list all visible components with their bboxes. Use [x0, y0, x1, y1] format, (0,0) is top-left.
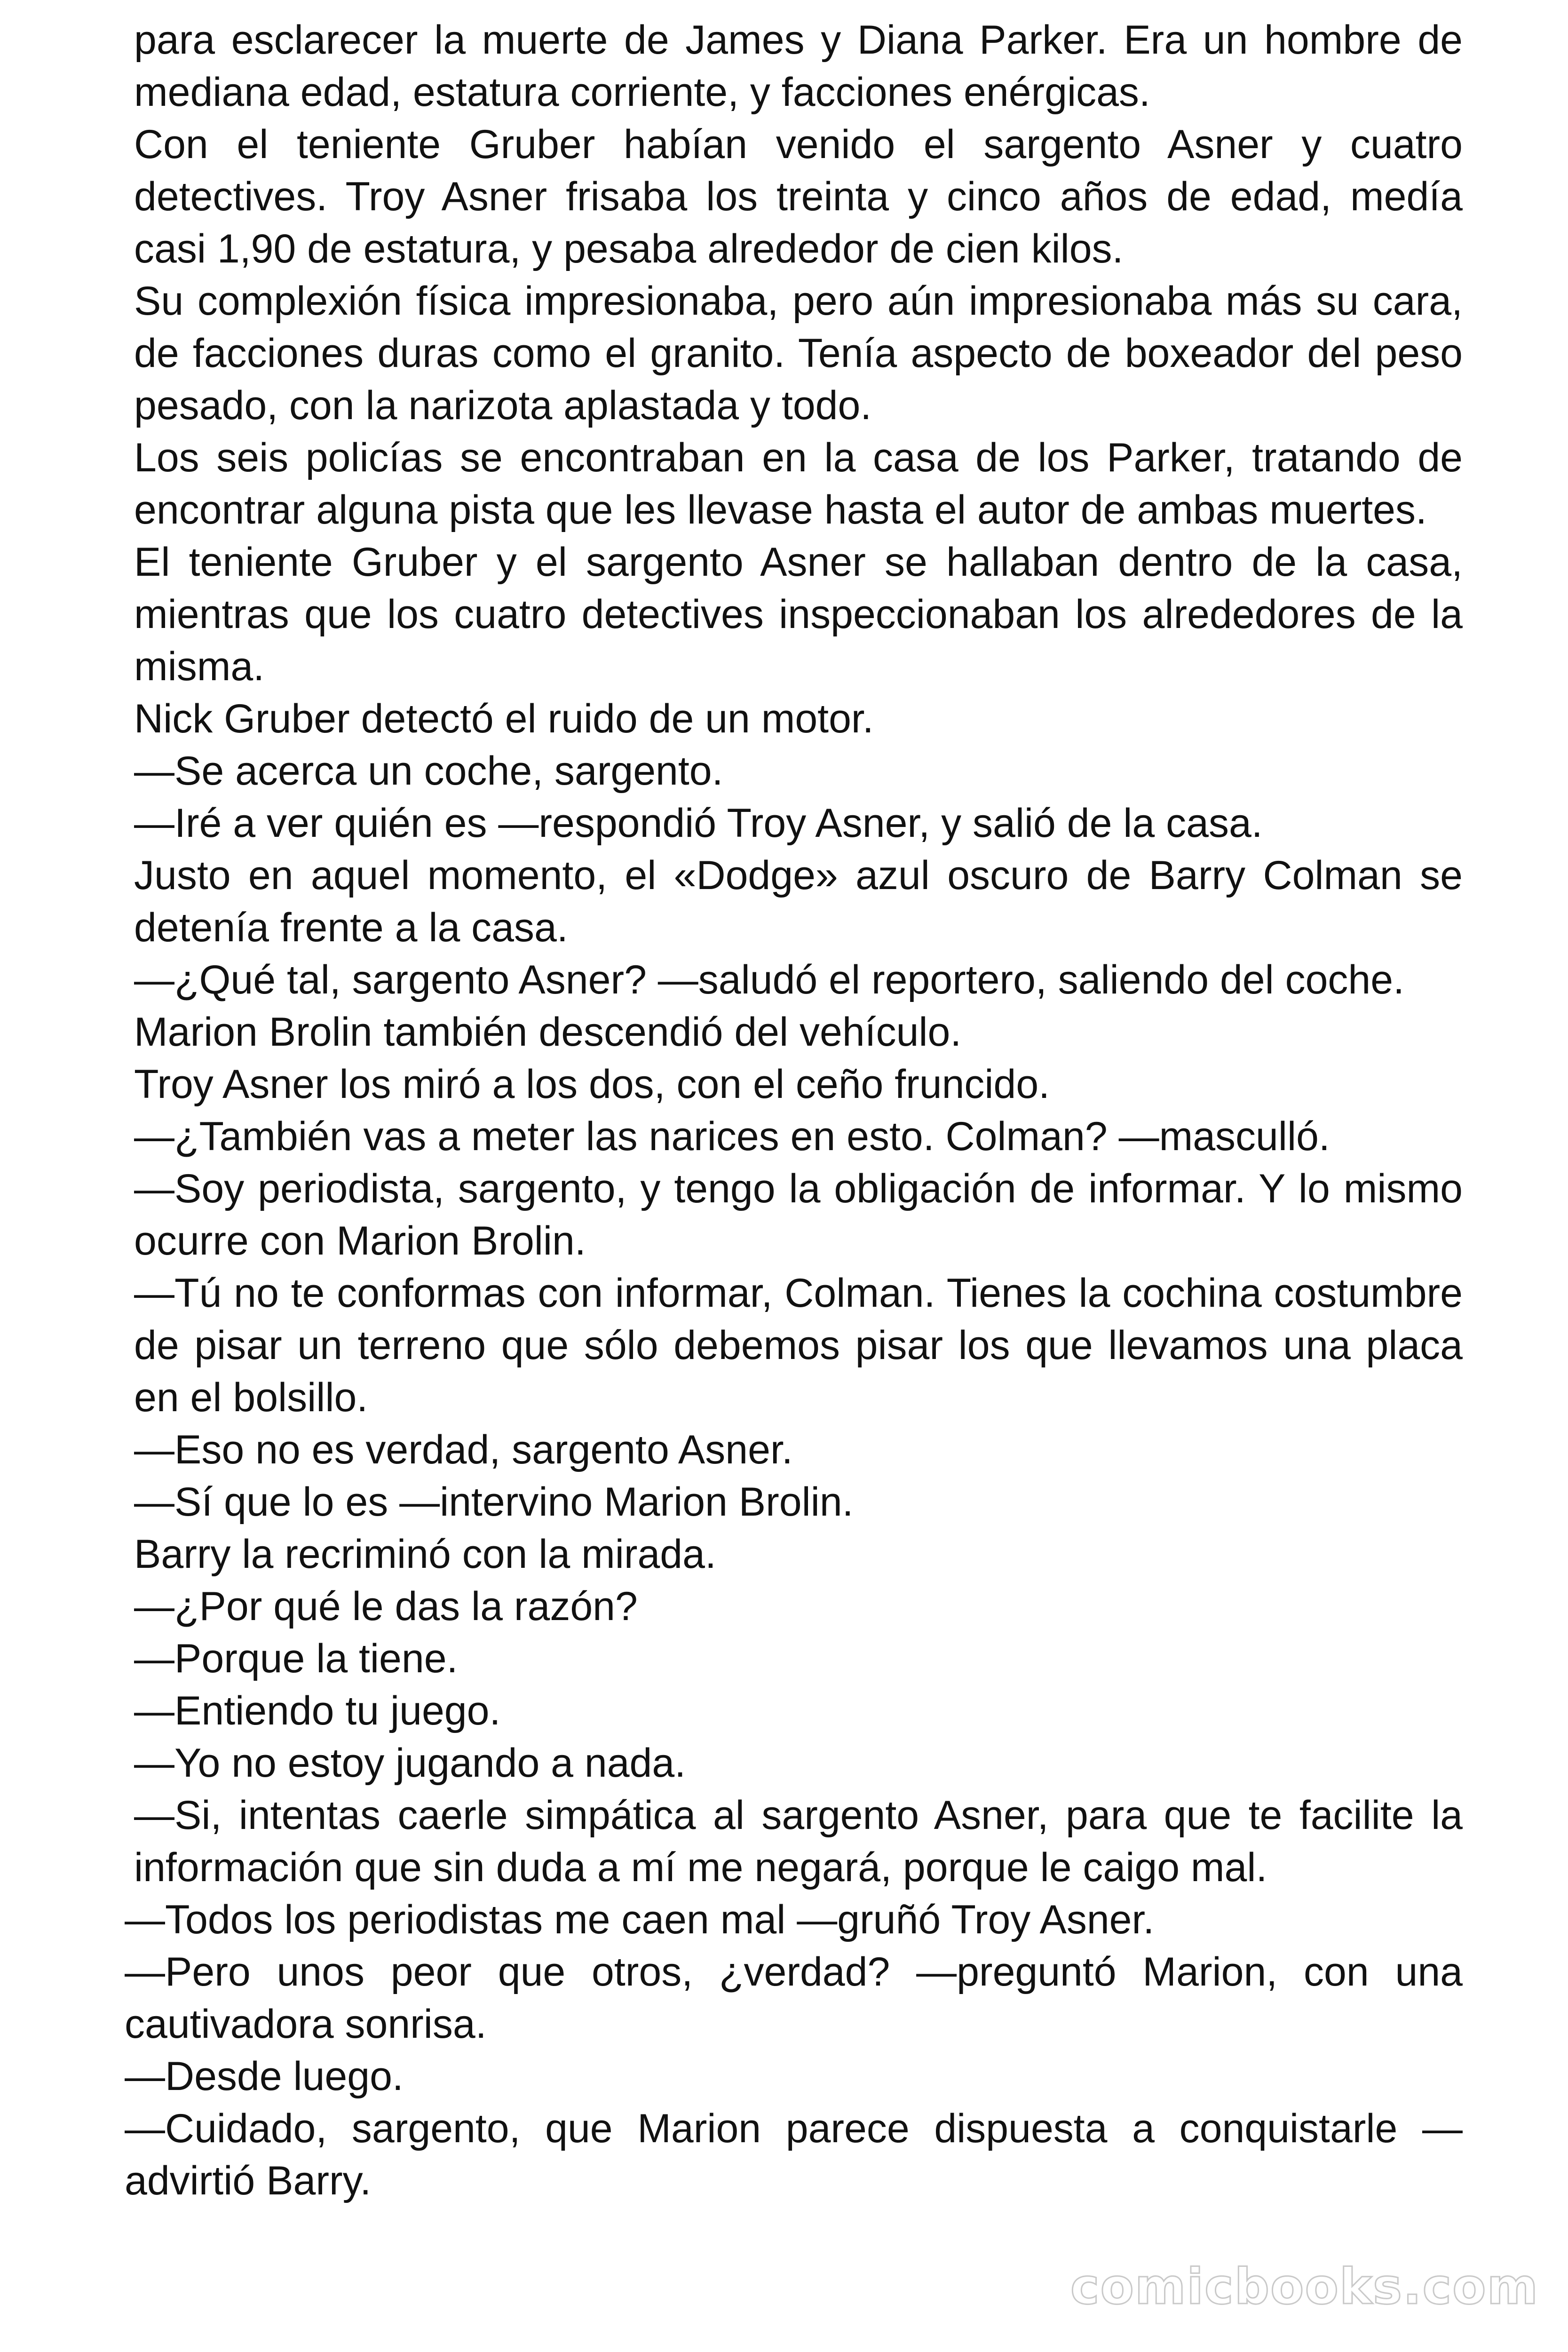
dialogue-line: —Pero unos peor que otros, ¿verdad? —preguntó Marion, con una cautivadora sonrisa.	[125, 1949, 1463, 2047]
paragraph: Barry la recriminó con la mirada.	[134, 1532, 716, 1577]
dialogue-line: —Eso no es verdad, sargento Asner.	[134, 1427, 793, 1472]
dialogue-line: —Iré a ver quién es —respondió Troy Asner, y salió de la casa.	[134, 801, 1263, 846]
dialogue-line: —Entiendo tu juego.	[134, 1688, 501, 1733]
dialogue-line: —Desde luego.	[125, 2054, 404, 2099]
dialogue-line: —Todos los periodistas me caen mal —gruñó Troy Asner.	[125, 1897, 1155, 1942]
paragraph: Nick Gruber detectó el ruido de un motor.	[134, 696, 874, 741]
paragraph: El teniente Gruber y el sargento Asner se hallaban dentro de la casa, mientras que los cuatro detectives inspeccionaban los alrededores de la misma.	[134, 540, 1463, 689]
paragraph: Troy Asner los miró a los dos, con el ceño fruncido.	[134, 1062, 1050, 1107]
dialogue-line: —Cuidado, sargento, que Marion parece dispuesta a conquistarle —advirtió Barry.	[125, 2106, 1463, 2203]
dialogue-line: —Porque la tiene.	[134, 1636, 458, 1681]
dialogue-line: —Tú no te conformas con informar, Colman. Tienes la cochina costumbre de pisar un terreno que sólo debemos pisar los que llevamos una placa en el bolsillo.	[134, 1271, 1463, 1420]
dialogue-line: —Se acerca un coche, sargento.	[134, 748, 723, 794]
dialogue-line: —¿Por qué le das la razón?	[134, 1584, 638, 1629]
paragraph: Marion Brolin también descendió del vehículo.	[134, 1009, 962, 1055]
dialogue-line: —¿También vas a meter las narices en esto. Colman? —masculló.	[134, 1114, 1330, 1159]
paragraph: Justo en aquel momento, el «Dodge» azul oscuro de Barry Colman se detenía frente a la casa.	[134, 853, 1463, 950]
dialogue-line: —Sí que lo es —intervino Marion Brolin.	[134, 1479, 854, 1525]
dialogue-line: —¿Qué tal, sargento Asner? —saludó el reportero, saliendo del coche.	[134, 957, 1404, 1002]
paragraph: para esclarecer la muerte de James y Diana Parker. Era un hombre de mediana edad, estatura corriente, y facciones enérgicas.	[134, 17, 1463, 115]
watermark: comicbooks.com	[1070, 2258, 1539, 2315]
dialogue-line: —Si, intentas caerle simpática al sargento Asner, para que te facilite la información que sin duda a mí me negará, porque le caigo mal.	[134, 1793, 1463, 1890]
document-body	[125, 14, 1463, 2207]
dialogue-line: —Soy periodista, sargento, y tengo la obligación de informar. Y lo mismo ocurre con Marion Brolin.	[134, 1166, 1463, 1263]
dialogue-line: —Yo no estoy jugando a nada.	[134, 1740, 686, 1786]
paragraph: Su complexión física impresionaba, pero aún impresionaba más su cara, de facciones duras como el granito. Tenía aspecto de boxeador del peso pesado, con la narizota aplastada y todo.	[134, 278, 1463, 428]
paragraph: Los seis policías se encontraban en la casa de los Parker, tratando de encontrar alguna pista que les llevase hasta el autor de ambas muertes.	[134, 435, 1463, 532]
paragraph: Con el teniente Gruber habían venido el sargento Asner y cuatro detectives. Troy Asner frisaba los treinta y cinco años de edad, medía casi 1,90 de estatura, y pesaba alrededor de cien kilos.	[134, 122, 1463, 271]
